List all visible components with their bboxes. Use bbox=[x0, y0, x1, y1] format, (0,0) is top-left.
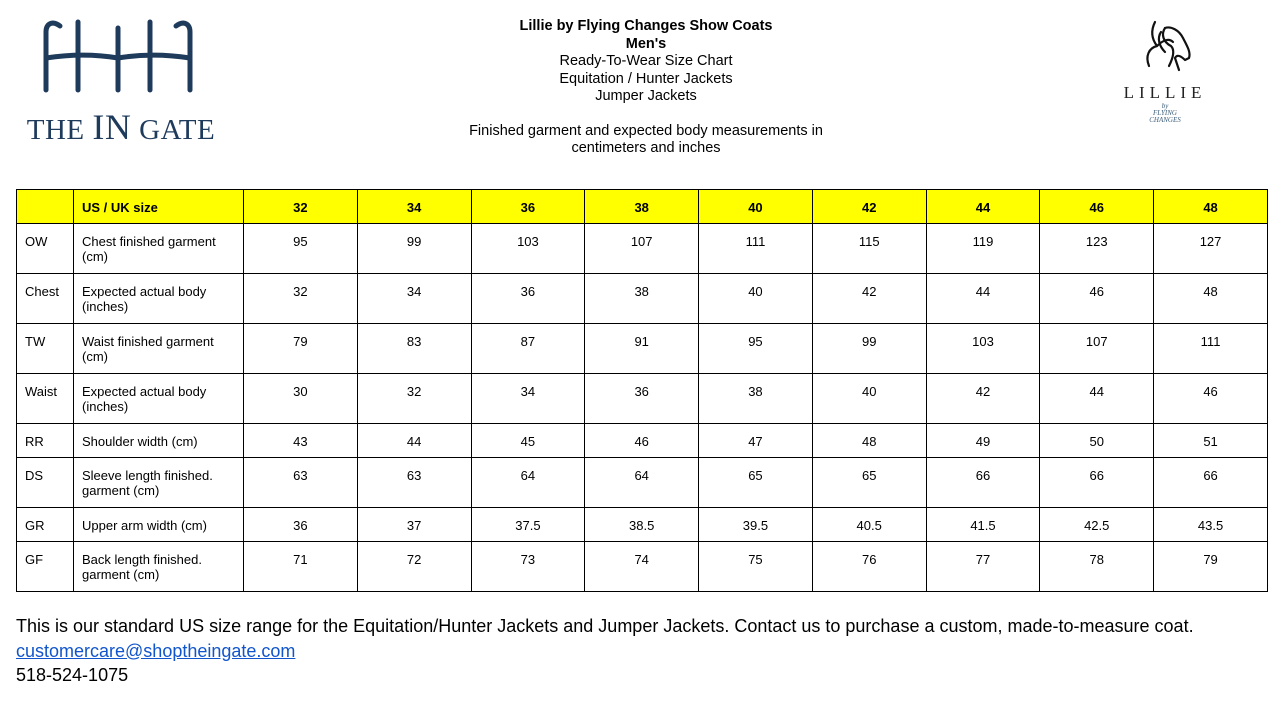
table-cell: 38.5 bbox=[585, 508, 699, 542]
table-cell: 51 bbox=[1154, 424, 1268, 458]
table-cell: 111 bbox=[1154, 324, 1268, 374]
table-cell: 34 bbox=[357, 274, 471, 324]
lillie-sub-1: FLYING bbox=[1153, 109, 1177, 117]
table-cell: 50 bbox=[1040, 424, 1154, 458]
table-cell: 48 bbox=[812, 424, 926, 458]
table-cell: 43 bbox=[244, 424, 358, 458]
table-cell: 87 bbox=[471, 324, 585, 374]
table-cell: 37 bbox=[357, 508, 471, 542]
table-cell: 65 bbox=[699, 458, 813, 508]
header-size-cell: 44 bbox=[926, 190, 1040, 224]
header-size-cell: 34 bbox=[357, 190, 471, 224]
table-cell: 44 bbox=[1040, 374, 1154, 424]
table-cell: 95 bbox=[699, 324, 813, 374]
table-cell: 65 bbox=[812, 458, 926, 508]
header-size-cell: 32 bbox=[244, 190, 358, 224]
table-cell: 32 bbox=[244, 274, 358, 324]
row-label-cell: Expected actual body (inches) bbox=[74, 274, 244, 324]
table-row bbox=[17, 424, 1268, 458]
footer-text: This is our standard US size range for the Equitation/Hunter Jackets and Jumper Jackets. Contact us to purchase a custom, made-to-measure coat. bbox=[16, 616, 1194, 636]
table-cell: 99 bbox=[357, 224, 471, 274]
table-cell: 74 bbox=[585, 542, 699, 592]
table-cell: 63 bbox=[357, 458, 471, 508]
table-cell: 46 bbox=[1040, 274, 1154, 324]
table-cell: 36 bbox=[471, 274, 585, 324]
table-cell: 44 bbox=[926, 274, 1040, 324]
table-cell: 48 bbox=[1154, 274, 1268, 324]
header-size-cell: 40 bbox=[699, 190, 813, 224]
table-cell: 34 bbox=[471, 374, 585, 424]
table-cell: 66 bbox=[926, 458, 1040, 508]
table-cell: 91 bbox=[585, 324, 699, 374]
row-label-cell: Back length finished. garment (cm) bbox=[74, 542, 244, 592]
table-cell: 66 bbox=[1154, 458, 1268, 508]
table-cell: 38 bbox=[699, 374, 813, 424]
table-row bbox=[17, 458, 1268, 508]
lillie-sub-2: CHANGES bbox=[1149, 116, 1181, 124]
table-cell: 95 bbox=[244, 224, 358, 274]
table-cell: 46 bbox=[1154, 374, 1268, 424]
table-cell: 63 bbox=[244, 458, 358, 508]
header-empty-cell bbox=[17, 190, 74, 224]
lillie-by: by bbox=[1161, 102, 1169, 110]
table-cell: 76 bbox=[812, 542, 926, 592]
table-cell: 41.5 bbox=[926, 508, 1040, 542]
row-label-cell: Upper arm width (cm) bbox=[74, 508, 244, 542]
table-row bbox=[17, 274, 1268, 324]
horse-head-icon bbox=[1135, 18, 1195, 76]
row-code-cell: Chest bbox=[17, 274, 74, 324]
table-cell: 72 bbox=[357, 542, 471, 592]
table-cell: 127 bbox=[1154, 224, 1268, 274]
table-cell: 78 bbox=[1040, 542, 1154, 592]
table-cell: 40 bbox=[699, 274, 813, 324]
table-cell: 103 bbox=[471, 224, 585, 274]
table-cell: 79 bbox=[244, 324, 358, 374]
chart-note-2: centimeters and inches bbox=[571, 140, 721, 156]
table-cell: 77 bbox=[926, 542, 1040, 592]
table-cell: 49 bbox=[926, 424, 1040, 458]
table-cell: 71 bbox=[244, 542, 358, 592]
chart-line-2: Equitation / Hunter Jackets bbox=[559, 70, 733, 87]
table-cell: 42.5 bbox=[1040, 508, 1154, 542]
table-row bbox=[17, 224, 1268, 274]
table-cell: 47 bbox=[699, 424, 813, 458]
table-cell: 123 bbox=[1040, 224, 1154, 274]
table-cell: 64 bbox=[585, 458, 699, 508]
row-code-cell: Waist bbox=[17, 374, 74, 424]
header-size-cell: 38 bbox=[585, 190, 699, 224]
header-size-label: US / UK size bbox=[74, 190, 244, 224]
table-cell: 36 bbox=[244, 508, 358, 542]
table-row bbox=[17, 324, 1268, 374]
phone-number: 518-524-1075 bbox=[16, 665, 129, 685]
table-cell: 42 bbox=[812, 274, 926, 324]
table-cell: 43.5 bbox=[1154, 508, 1268, 542]
table-cell: 38 bbox=[585, 274, 699, 324]
table-cell: 83 bbox=[357, 324, 471, 374]
table-cell: 36 bbox=[585, 374, 699, 424]
table-cell: 79 bbox=[1154, 542, 1268, 592]
table-cell: 111 bbox=[699, 224, 813, 274]
chart-note-1: Finished garment and expected body measurements in bbox=[469, 122, 823, 139]
table-cell: 115 bbox=[812, 224, 926, 274]
table-cell: 32 bbox=[357, 374, 471, 424]
table-cell: 103 bbox=[926, 324, 1040, 374]
table-cell: 30 bbox=[244, 374, 358, 424]
table-cell: 40 bbox=[812, 374, 926, 424]
row-label-cell: Waist finished garment (cm) bbox=[74, 324, 244, 374]
table-cell: 39.5 bbox=[699, 508, 813, 542]
table-cell: 75 bbox=[699, 542, 813, 592]
lillie-wordmark: LILLIE bbox=[1123, 83, 1207, 102]
table-cell: 45 bbox=[471, 424, 585, 458]
hh-monogram-icon bbox=[22, 14, 218, 104]
table-cell: 37.5 bbox=[471, 508, 585, 542]
table-cell: 46 bbox=[585, 424, 699, 458]
row-label-cell: Sleeve length finished. garment (cm) bbox=[74, 458, 244, 508]
header-size-cell: 48 bbox=[1154, 190, 1268, 224]
table-cell: 64 bbox=[471, 458, 585, 508]
the-in-gate-logo bbox=[22, 14, 218, 147]
chart-line-3: Jumper Jackets bbox=[595, 88, 697, 104]
table-row bbox=[17, 508, 1268, 542]
row-code-cell: GF bbox=[17, 542, 74, 592]
table-cell: 73 bbox=[471, 542, 585, 592]
lillie-logo bbox=[1120, 18, 1210, 128]
row-code-cell: GR bbox=[17, 508, 74, 542]
header-size-cell: 42 bbox=[812, 190, 926, 224]
row-code-cell: OW bbox=[17, 224, 74, 274]
table-header-row bbox=[17, 190, 1268, 224]
chart-header bbox=[406, 18, 886, 158]
size-chart-table bbox=[16, 189, 1268, 592]
row-label-cell: Expected actual body (inches) bbox=[74, 374, 244, 424]
row-code-cell: TW bbox=[17, 324, 74, 374]
table-cell: 99 bbox=[812, 324, 926, 374]
chart-subtitle: Men's bbox=[625, 35, 667, 52]
row-code-cell: RR bbox=[17, 424, 74, 458]
header-size-cell: 46 bbox=[1040, 190, 1154, 224]
table-row bbox=[17, 374, 1268, 424]
table-cell: 107 bbox=[585, 224, 699, 274]
chart-line-1: Ready-To-Wear Size Chart bbox=[559, 53, 733, 69]
row-label-cell: Shoulder width (cm) bbox=[74, 424, 244, 458]
email-link[interactable]: customercare@shoptheingate.com bbox=[16, 640, 296, 661]
table-cell: 66 bbox=[1040, 458, 1154, 508]
brand-wordmark: THE IN GATE bbox=[26, 107, 216, 147]
table-cell: 40.5 bbox=[812, 508, 926, 542]
table-row bbox=[17, 542, 1268, 592]
table-cell: 42 bbox=[926, 374, 1040, 424]
table-cell: 107 bbox=[1040, 324, 1154, 374]
footer bbox=[16, 614, 1194, 688]
row-code-cell: DS bbox=[17, 458, 74, 508]
row-label-cell: Chest finished garment (cm) bbox=[74, 224, 244, 274]
table-cell: 119 bbox=[926, 224, 1040, 274]
header-size-cell: 36 bbox=[471, 190, 585, 224]
table-cell: 44 bbox=[357, 424, 471, 458]
chart-title: Lillie by Flying Changes Show Coats bbox=[519, 18, 773, 34]
